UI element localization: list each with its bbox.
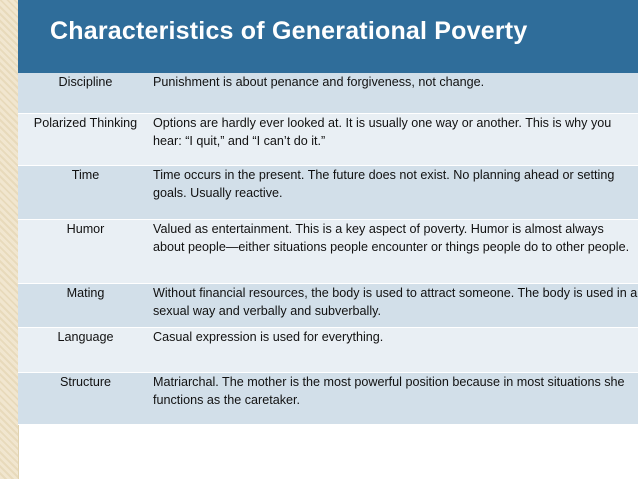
row-term: Humor (18, 219, 153, 283)
row-description: Options are hardly ever looked at. It is usually one way or another. This is why you hear: “I quit,” and “I can’t do it.” (153, 113, 638, 165)
row-description: Matriarchal. The mother is the most powerful position because in most situations she functions as the caretaker. (153, 372, 638, 424)
decorative-left-border (0, 0, 19, 479)
row-term: Structure (18, 372, 153, 424)
characteristics-table (18, 73, 638, 425)
table-row (18, 73, 638, 113)
row-description: Valued as entertainment. This is a key aspect of poverty. Humor is almost always about people—either situations people encounter or things people do to other people. (153, 219, 638, 283)
table-row (18, 372, 638, 424)
title-bar (18, 0, 638, 74)
slide-title: Characteristics of Generational Poverty (50, 17, 528, 45)
table-row (18, 283, 638, 327)
row-description: Time occurs in the present. The future does not exist. No planning ahead or setting goals. Usually reactive. (153, 165, 638, 219)
table-row (18, 113, 638, 165)
table-row (18, 219, 638, 283)
row-description: Casual expression is used for everything. (153, 327, 638, 372)
row-description: Without financial resources, the body is used to attract someone. The body is used in a sexual way and verbally and subverbally. (153, 283, 638, 327)
table-row (18, 327, 638, 372)
row-term: Polarized Thinking (18, 113, 153, 165)
row-term: Language (18, 327, 153, 372)
table-row (18, 165, 638, 219)
row-term: Discipline (18, 73, 153, 113)
row-description: Punishment is about penance and forgiveness, not change. (153, 73, 638, 113)
row-term: Time (18, 165, 153, 219)
row-term: Mating (18, 283, 153, 327)
